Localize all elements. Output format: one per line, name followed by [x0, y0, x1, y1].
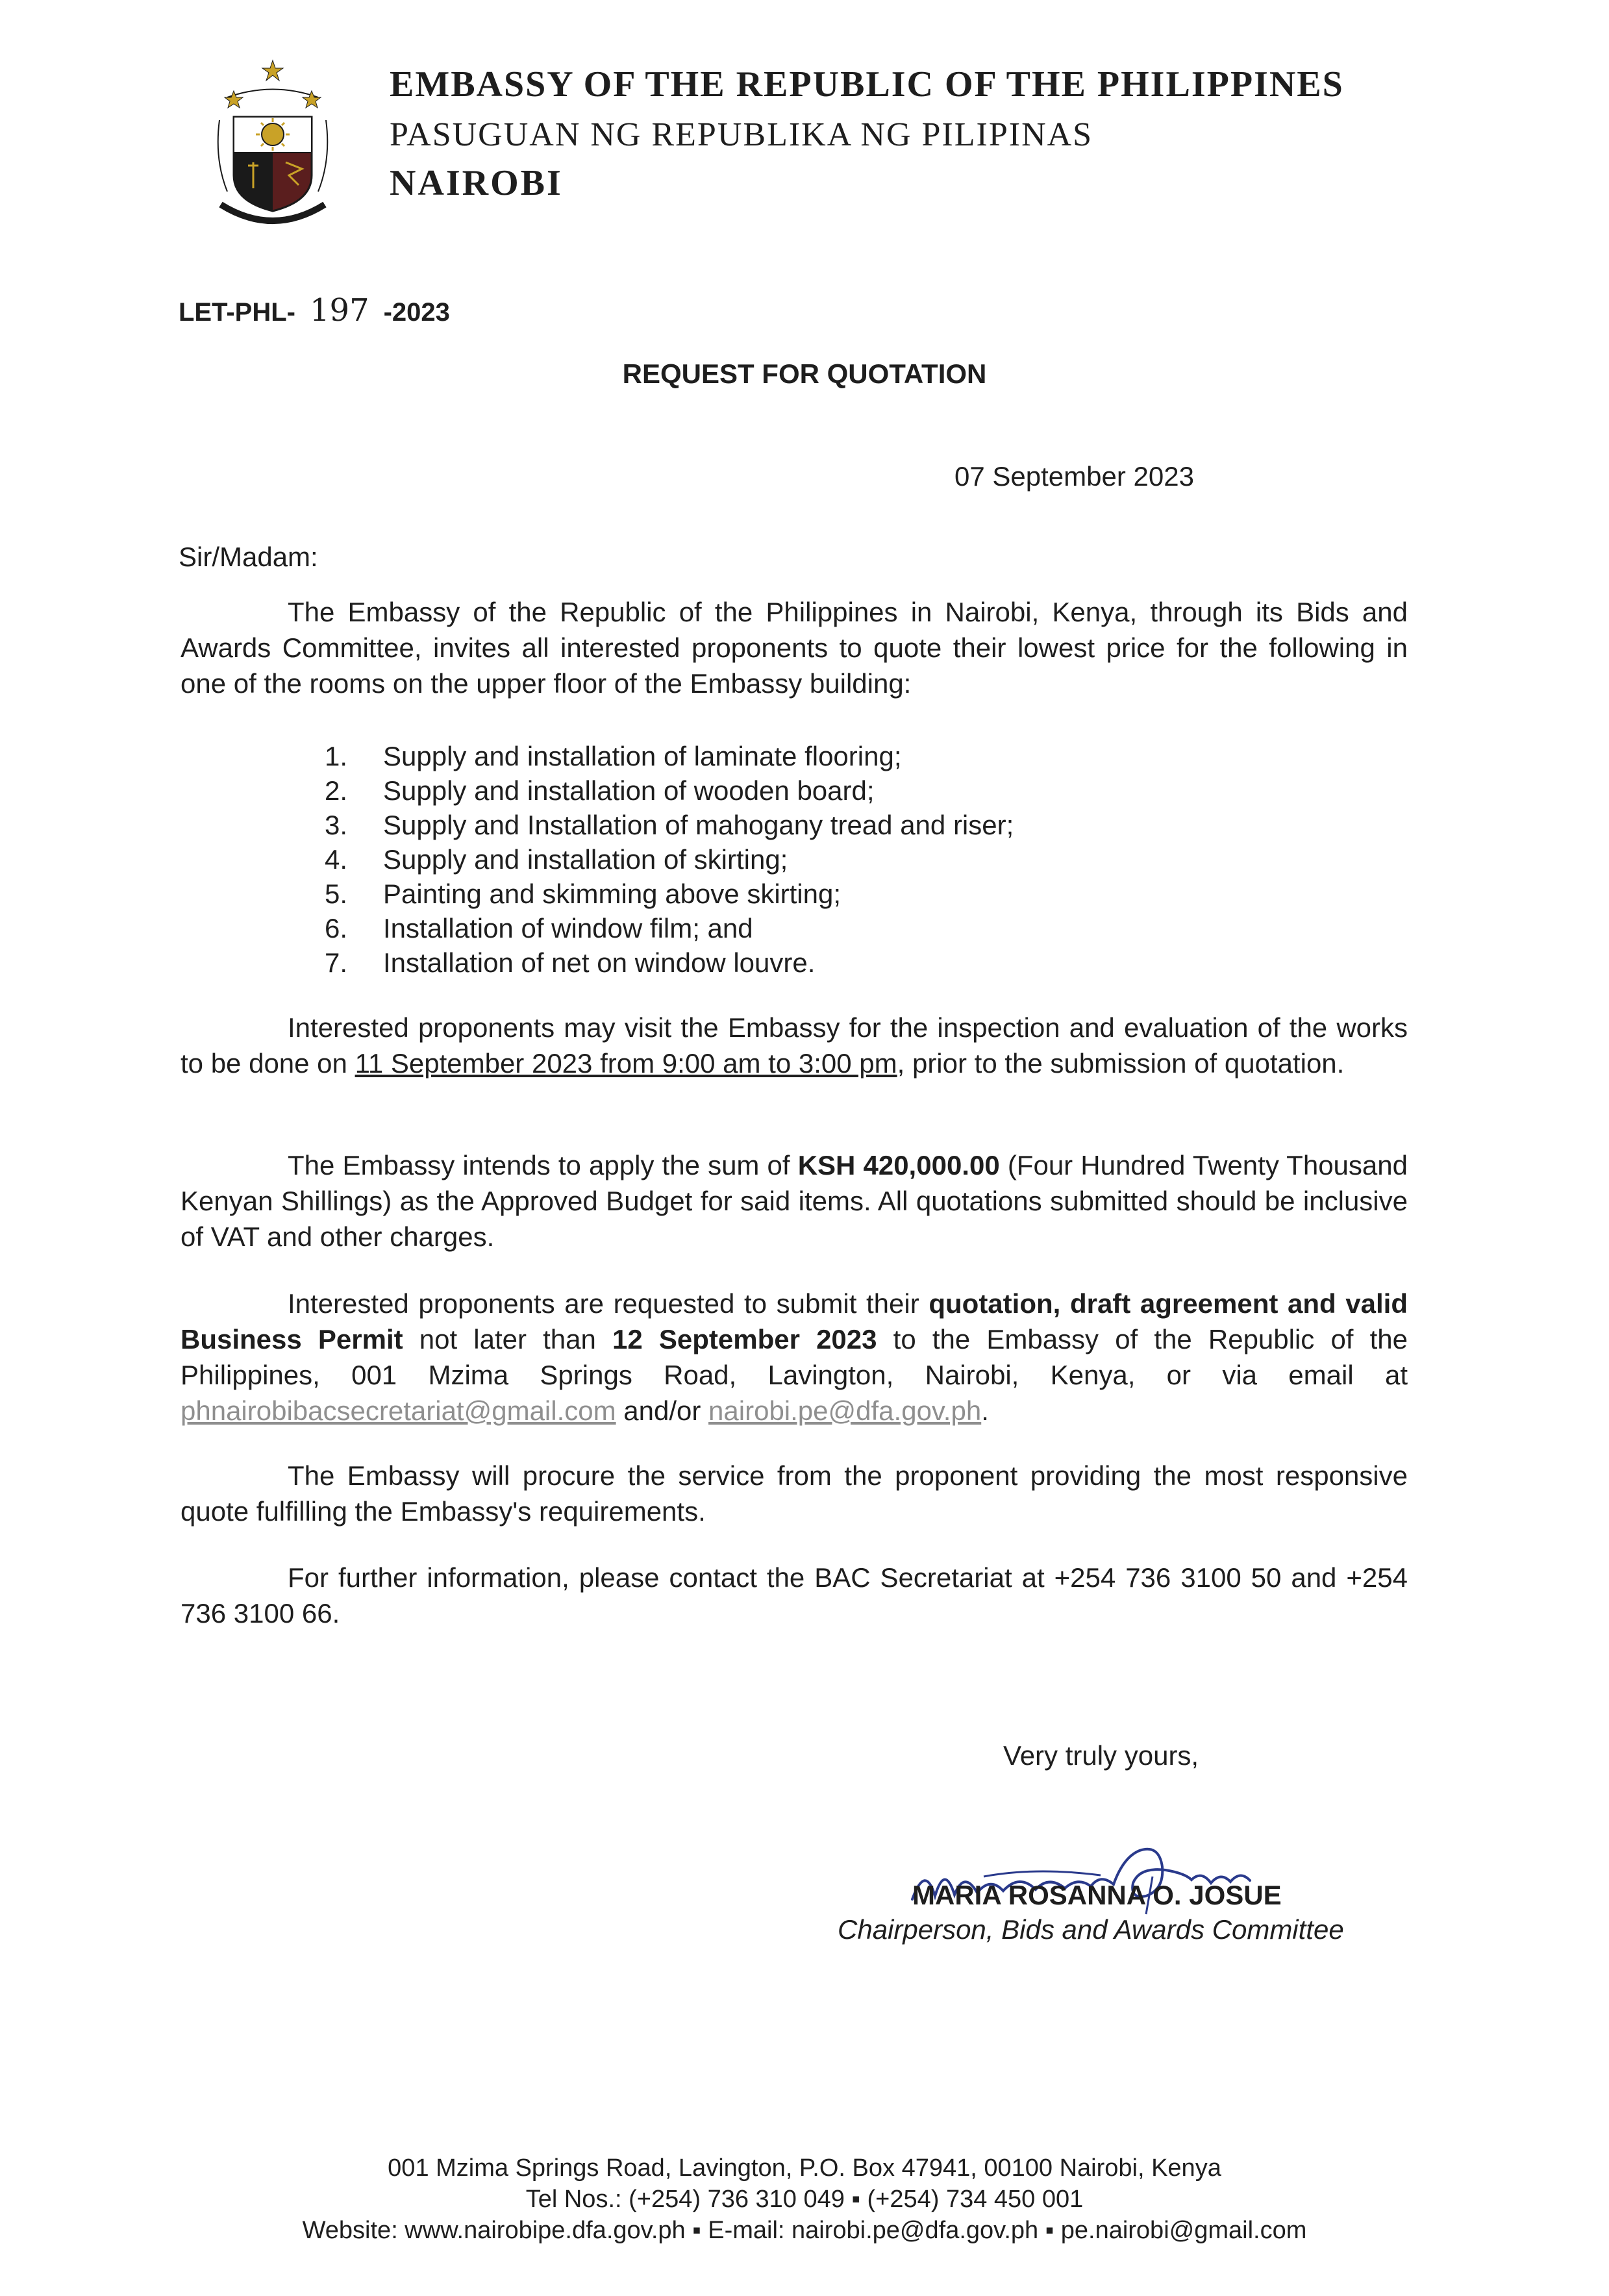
list-item — [325, 808, 1014, 842]
list-item — [325, 945, 1014, 980]
list-item — [325, 842, 1014, 877]
closing-phrase: Very truly yours, — [1003, 1740, 1199, 1771]
submission-text-mid: not later than — [403, 1324, 612, 1354]
list-item-text: Installation of net on window louvre. — [383, 947, 816, 978]
list-item-number: 1. — [325, 741, 348, 771]
list-item-number: 3. — [325, 810, 348, 840]
list-item-number: 2. — [325, 775, 348, 806]
list-item-number: 5. — [325, 879, 348, 909]
list-item — [325, 911, 1014, 945]
budget-amount: KSH 420,000.00 — [797, 1150, 1000, 1180]
signatory-name: MARIA ROSANNA O. JOSUE — [912, 1880, 1282, 1910]
reference-prefix: LET-PHL- — [179, 298, 295, 327]
signatory-role: Chairperson, Bids and Awards Committee — [838, 1914, 1344, 1945]
philippine-seal-logo — [208, 55, 338, 234]
letter-date: 07 September 2023 — [954, 461, 1194, 492]
inspection-text: Interested proponents may visit the Embassy for the inspection and evaluation of the works to be done on — [181, 1012, 1408, 1079]
required-documents: quotation, draft agreement and valid Business Permit — [181, 1288, 1408, 1354]
list-item-text: Supply and Installation of mahogany tread and riser; — [383, 810, 1014, 840]
submission-text-address: to the Embassy of the Republic of the Philippines, 001 Mzima Springs Road, Lavington, Nairobi, Kenya, or via email at — [181, 1324, 1408, 1390]
list-item — [325, 739, 1014, 773]
bac-email-link[interactable]: phnairobibacsecretariat@gmail.com — [181, 1395, 616, 1426]
list-item-text: Supply and installation of laminate flooring; — [383, 741, 902, 771]
footer-phone: Tel Nos.: (+254) 736 310 049 ▪ (+254) 734 450 001 — [525, 2186, 1084, 2213]
list-item-number: 4. — [325, 844, 348, 875]
submission-conjunction: and/or — [616, 1395, 709, 1426]
list-item-text: Supply and installation of wooden board; — [383, 775, 875, 806]
budget-text: The Embassy intends to apply the sum of — [288, 1150, 798, 1180]
document-title: REQUEST FOR QUOTATION — [622, 358, 987, 389]
procurement-paragraph: The Embassy will procure the service from the proponent providing the most responsive quote fulfilling the Embassy's requirements. — [181, 1460, 1408, 1527]
footer-address: 001 Mzima Springs Road, Lavington, P.O. Box 47941, 00100 Nairobi, Kenya — [388, 2154, 1221, 2182]
reference-handwritten-number: 197 — [309, 292, 369, 329]
reference-number — [179, 292, 450, 329]
inspection-text-end: , prior to the submission of quotation. — [897, 1048, 1345, 1079]
contact-paragraph: For further information, please contact the BAC Secretariat at +254 736 3100 50 and +254 736 3100 66. — [181, 1562, 1408, 1628]
inspection-paragraph — [181, 1010, 1408, 1081]
embassy-name-filipino: PASUGUAN NG REPUBLIKA NG PILIPINAS — [390, 116, 1093, 153]
list-item-text: Installation of window film; and — [383, 913, 753, 943]
list-item-number: 6. — [325, 913, 348, 943]
inspection-schedule: 11 September 2023 from 9:00 am to 3:00 pm — [355, 1048, 897, 1079]
footer-web-email: Website: www.nairobipe.dfa.gov.ph ▪ E-mail: nairobi.pe@dfa.gov.ph ▪ pe.nairobi@gmail.com — [302, 2217, 1307, 2244]
list-item — [325, 877, 1014, 911]
list-item — [325, 773, 1014, 808]
list-item-text: Painting and skimming above skirting; — [383, 879, 842, 909]
list-item-text: Supply and installation of skirting; — [383, 844, 788, 875]
budget-text-end: (Four Hundred Twenty Thousand Kenyan Shillings) as the Approved Budget for said items. All quotations submitted should be inclusive of VAT and other charges. — [181, 1150, 1408, 1252]
embassy-email-link[interactable]: nairobi.pe@dfa.gov.ph — [708, 1395, 982, 1426]
embassy-name-english: EMBASSY OF THE REPUBLIC OF THE PHILIPPINES — [390, 64, 1344, 105]
salutation: Sir/Madam: — [179, 542, 318, 572]
submission-paragraph — [181, 1286, 1408, 1429]
reference-suffix: -2023 — [383, 298, 450, 327]
submission-period: . — [981, 1395, 989, 1426]
work-items-list — [325, 739, 1014, 980]
submission-text: Interested proponents are requested to submit their — [288, 1288, 929, 1319]
list-item-number: 7. — [325, 947, 348, 978]
intro-paragraph: The Embassy of the Republic of the Philippines in Nairobi, Kenya, through its Bids and Awards Committee, invites all interested proponents to quote their lowest price for the following in one of the rooms on the upper floor of the Embassy building: — [181, 597, 1408, 699]
budget-paragraph — [181, 1147, 1408, 1254]
submission-deadline: 12 September 2023 — [612, 1324, 877, 1354]
embassy-city: NAIROBI — [390, 163, 563, 203]
